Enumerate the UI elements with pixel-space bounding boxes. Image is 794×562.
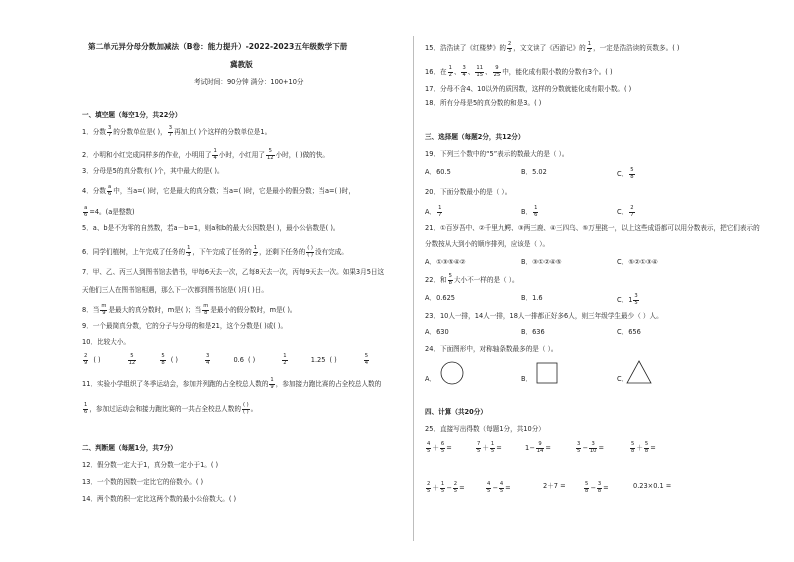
option-a[interactable]: A．0.625 (425, 294, 455, 302)
calc-item: 0.23×0.1 = (633, 482, 672, 490)
fraction: $\frac{3}{4}$ (205, 353, 210, 366)
calc-row-2 (425, 481, 672, 494)
calc-item: $\frac{4}{5}$ ＋ $\frac{6}{5}$ = (427, 441, 452, 454)
option-c[interactable]: C．⑤②①③④ (617, 258, 658, 266)
option-a[interactable]: A．630 (425, 328, 449, 336)
fraction: $\frac{9}{25}$ (493, 65, 501, 78)
question-24-options (425, 375, 629, 384)
option-a[interactable]: A． (425, 375, 437, 383)
exam-info: 考试时间：90分钟 满分：100+10分 (194, 78, 304, 86)
fraction: $\frac{1}{9}$ (270, 377, 274, 390)
question-18: 18．所有分母是5的真分数的和是3。( ) (425, 99, 542, 107)
calc-item: $\frac{7}{5}$ ＋ $\frac{1}{5}$ = (477, 441, 502, 454)
question-8: 8．当 $\frac{m}{9}$ 是最大的真分数时，m是( )；当 $\frac{m}{8}$ 是最小的假分数时，m是( )。 (82, 303, 297, 316)
fraction: $\frac{3}{7}$ (168, 125, 173, 138)
question-11: 11．实验小学组织了冬季运动会，参加并列跑的占全校总人数的 $\frac{1}{9}$ ，参加接力跑比赛的占全校总人数的 (82, 377, 382, 390)
option-c[interactable]: C． (617, 375, 629, 383)
calc-item: 2＋7 = (543, 482, 566, 490)
fraction: $\frac{1}{3}$ (187, 245, 191, 258)
section-heading-fill-blank: 一、填空题（每空1分，共22分） (82, 111, 182, 119)
option-c[interactable]: C．656 (617, 328, 641, 336)
question-21-cont: 分数按从大到小的顺序排列，应该是（ ）。 (425, 240, 550, 248)
option-b[interactable]: B．③①②④⑤ (521, 258, 562, 266)
fraction: $\frac{1}{7}$ (438, 205, 442, 218)
answer-fraction-box[interactable]: $\frac{( )}{( )}$ (307, 245, 313, 258)
question-1: 1．分数 $\frac{3}{7}$ 的分数单位是( )， $\frac{3}{7}$ 再加上( )个这样的分数单位是1。 (82, 125, 272, 138)
fraction: $\frac{1}{2}$ (448, 65, 452, 78)
square-icon (535, 361, 559, 385)
question-19-options (425, 167, 634, 180)
calc-item: $\frac{2}{5}$ ＋ $\frac{1}{5}$ − $\frac{2}{5}$ = (427, 481, 465, 494)
question-15: 15．浩浩读了《红楼梦》的 $\frac{2}{3}$ ，文文读了《西游记》的 $\frac{1}{2}$ ，一定是浩浩读的页数多。( ) (425, 41, 680, 54)
fraction: $\frac{5}{12}$ (266, 148, 274, 161)
question-23-options (425, 328, 641, 337)
question-6: 6．同学们植树，上午完成了任务的 $\frac{1}{3}$ ，下午完成了任务的 $\frac{1}{2}$ ，还剩下任务的 $\frac{( )}{( )}$ 没有完成。 (82, 245, 348, 258)
question-24: 24．下面图形中，对称轴条数最多的是（ ）。 (425, 345, 558, 353)
question-4: 4．分数 $\frac{a}{6}$ 中，当a=( )时，它是最大的真分数；当a=( )时，它是最小的假分数；当a=( )时， (82, 184, 355, 197)
option-b[interactable]: B． (521, 375, 533, 383)
question-17: 17．分母不含4、10以外的质因数，这样的分数就能化成有限小数。( ) (425, 85, 632, 93)
option-c[interactable]: C． $\frac{2}{7}$ (617, 205, 634, 218)
triangle-icon (625, 359, 653, 385)
fraction: $\frac{1}{6}$ (84, 402, 88, 415)
question-21-options (425, 258, 658, 267)
section-heading-calculation: 四、计算（共20分） (425, 408, 487, 416)
page-title-line1: 第二单元异分母分数加减法（B卷：能力提升）-2022-2023五年级数学下册 (88, 42, 348, 51)
fraction: $\frac{5}{8}$ (448, 273, 452, 286)
question-20: 20．下面分数最小的是（ ）。 (425, 188, 512, 196)
option-c[interactable]: C．1 $\frac{3}{5}$ (617, 293, 638, 306)
question-14: 14．两个数的积一定比这两个数的最小公倍数大。( ) (82, 495, 237, 503)
fraction: $\frac{a}{6}$ (107, 184, 112, 197)
fraction: $\frac{3}{7}$ (107, 125, 112, 138)
question-16: 16．在 $\frac{1}{2}$ 、 $\frac{3}{4}$ 、 $\frac{11}{15}$ 、 $\frac{9}{25}$ 中，能化成有限小数的分数有3个。( ) (425, 65, 613, 78)
question-7-cont: 天他们三人在图书馆相遇，那么下一次都到图书馆是( )月( )日。 (82, 286, 268, 294)
fraction: $\frac{11}{15}$ (476, 65, 483, 78)
question-3: 3．分母是5的真分数有( )个，其中最大的是( )。 (82, 167, 224, 175)
calc-item: $\frac{5}{8}$ − $\frac{3}{8}$ = (585, 481, 609, 494)
option-b[interactable]: B．1.6 (521, 294, 543, 302)
fraction: $\frac{5}{8}$ (630, 167, 634, 180)
answer-fraction-box[interactable]: $\frac{( )}{( )}$ (242, 402, 249, 415)
column-divider (413, 36, 414, 541)
option-b[interactable]: B． $\frac{1}{6}$ (521, 205, 538, 218)
fraction: $\frac{1}{2}$ (587, 41, 592, 54)
fraction: $\frac{2}{7}$ (630, 205, 634, 218)
question-21: 21．①百岁吾中、②千里九鳄、③两三鹿、④三四乌、⑤万里挑一，以上这些成语都可以用分数表示，把它们表示的 (425, 224, 760, 232)
question-7: 7．甲、乙、丙三人到图书馆去借书，甲每6天去一次，乙每8天去一次，丙每9天去一次。如果3月5日这 (82, 268, 385, 276)
fraction: $\frac{a}{6}$ (84, 205, 88, 218)
question-12: 12．假分数一定大于1，真分数一定小于1。( ) (82, 461, 219, 469)
question-13: 13．一个数的因数一定比它的倍数小。( ) (82, 478, 204, 486)
question-11-cont: $\frac{1}{6}$ ，参加过运动会和接力跑比赛的一共占全校总人数的 $\frac{( )}{( )}$ 。 (84, 402, 258, 415)
fraction: $\frac{5}{8}$ (161, 353, 165, 366)
option-b[interactable]: B．5.02 (521, 168, 547, 176)
option-c[interactable]: C． $\frac{5}{8}$ (617, 167, 634, 180)
question-19: 19．下列三个数中的“5”表示的数最大的是（ ）。 (425, 150, 569, 158)
question-22: 22．和 $\frac{5}{8}$ 大小不一样的是（ ）。 (425, 273, 519, 286)
question-4-cont: $\frac{a}{6}$ =4。(a是整数) (84, 205, 135, 218)
compare-row: $\frac{2}{9}$ ( ) $\frac{5}{12}$ $\frac{5}{8}$ ( ) $\frac{3}{4}$ 0.6 ( ) $\frac{1}{2}$ 1.25 ( ) $\frac{5}{4}$ (84, 353, 369, 366)
question-25: 25．直接写出得数（每题1分，共10分） (425, 425, 545, 433)
question-22-options (425, 293, 638, 306)
fraction: $\frac{2}{3}$ (507, 41, 512, 54)
question-10: 10．比较大小。 (82, 338, 130, 346)
fraction: $\frac{3}{5}$ (634, 293, 638, 306)
fraction: $\frac{3}{4}$ (462, 65, 466, 78)
option-a[interactable]: A．60.5 (425, 168, 451, 176)
fraction: $\frac{1}{4}$ (213, 148, 217, 161)
question-23: 23．10人一排，14人一排，18人一排都正好多6人，则三年级学生最少（ ）人。 (425, 312, 663, 320)
question-20-options (425, 205, 634, 218)
calc-item: $\frac{5}{8}$ ＋ $\frac{5}{8}$ = (631, 441, 656, 454)
fraction: $\frac{5}{12}$ (128, 353, 136, 366)
fraction: $\frac{1}{2}$ (283, 353, 287, 366)
option-a[interactable]: A． $\frac{1}{7}$ (425, 205, 442, 218)
calc-row-1 (425, 441, 656, 454)
fraction: $\frac{m}{8}$ (203, 303, 209, 316)
section-heading-multiple-choice: 三、选择题（每题2分，共12分） (425, 133, 525, 141)
calc-item: 1− $\frac{9}{14}$ = (525, 441, 551, 454)
option-a[interactable]: A．①③⑤④② (425, 258, 466, 266)
fraction: $\frac{5}{4}$ (364, 353, 369, 366)
circle-icon (439, 360, 465, 386)
option-b[interactable]: B．636 (521, 328, 545, 336)
page-title-line2: 冀教版 (230, 60, 253, 69)
fraction: $\frac{2}{9}$ (84, 353, 88, 366)
question-2: 2．小明和小红完成同样多的作业，小明用了 $\frac{1}{4}$ 小时，小红用了 $\frac{5}{12}$ 小时，( )做的快。 (82, 148, 329, 161)
fraction: $\frac{m}{9}$ (101, 303, 107, 316)
question-9: 9．一个最简真分数，它的分子与分母的和是21，这个分数是( )或( )。 (82, 322, 288, 330)
section-heading-true-false: 二、判断题（每题1分，共7分） (82, 444, 177, 452)
calc-item: $\frac{4}{5}$ − $\frac{4}{5}$ = (487, 481, 511, 494)
fraction: $\frac{1}{6}$ (534, 205, 538, 218)
fraction: $\frac{1}{2}$ (253, 245, 258, 258)
calc-item: $\frac{3}{5}$ − $\frac{3}{10}$ = (577, 441, 604, 454)
question-5: 5．a、b是不为零的自然数，若a－b=1，则a和b的最大公因数是( )，最小公倍数是( )。 (82, 224, 340, 232)
